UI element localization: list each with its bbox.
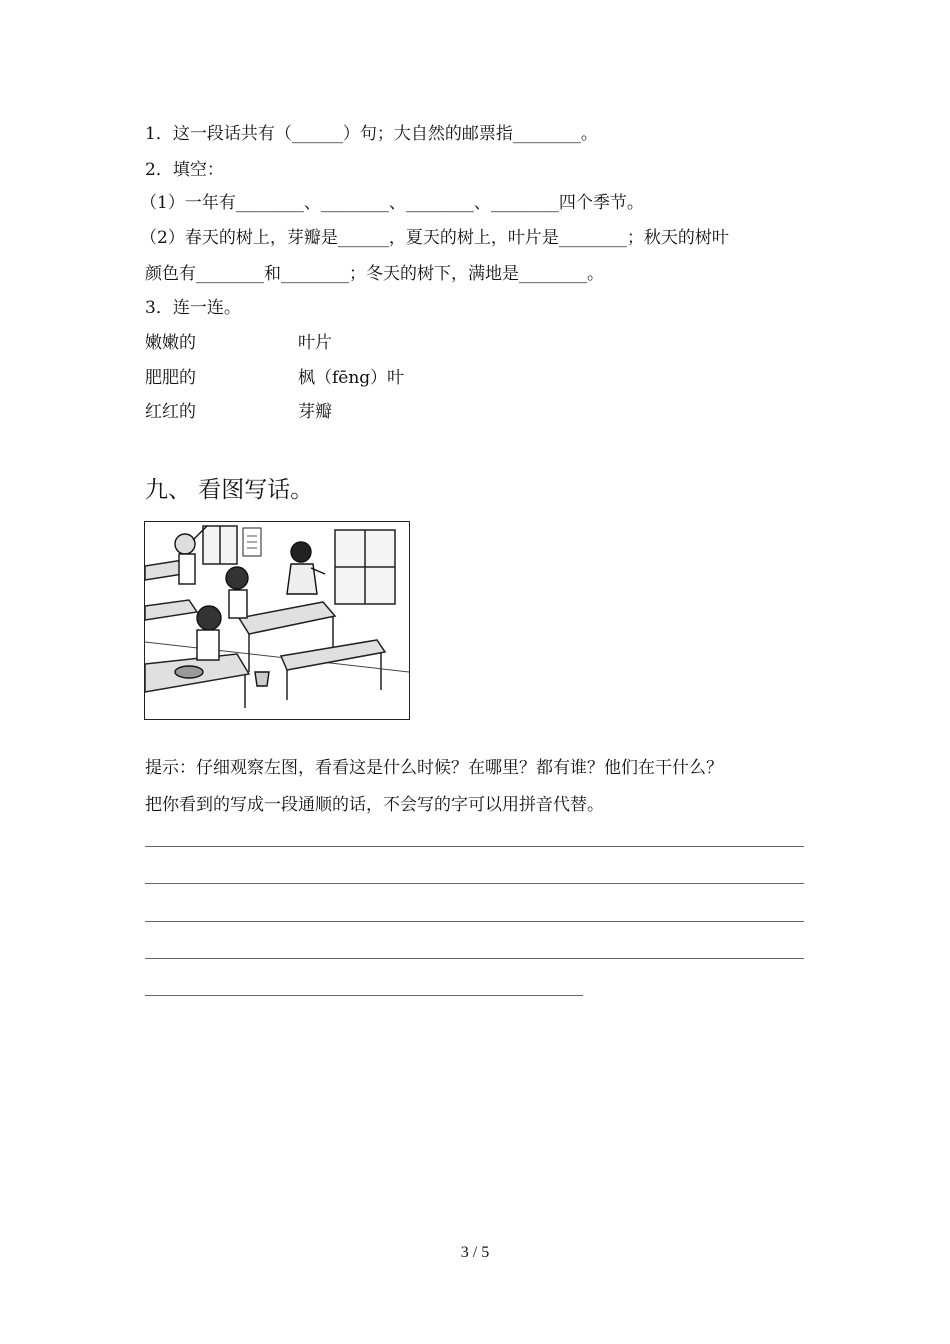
writing-line-4[interactable] — [145, 958, 804, 959]
classroom-cleaning-illustration — [144, 521, 410, 720]
match-right-item-1: 叶片 — [298, 333, 332, 353]
page-number: 3 / 5 — [460, 1244, 490, 1261]
hint-line-1: 提示：仔细观察左图，看看这是什么时候？在哪里？都有谁？他们在干什么？ — [145, 758, 723, 778]
section-heading: 九、 看图写话。 — [145, 477, 314, 503]
question-2-part-2-line-2: 颜色有________和________；冬天的树下，满地是________。 — [145, 264, 604, 284]
writing-line-1[interactable] — [145, 846, 804, 847]
question-3-title: 3．连一连。 — [145, 298, 241, 318]
writing-line-2[interactable] — [145, 883, 804, 884]
writing-line-3[interactable] — [145, 921, 804, 922]
writing-line-5[interactable] — [145, 995, 583, 996]
match-right-item-2: 枫（fēng）叶 — [298, 368, 405, 388]
match-right-item-3: 芽瓣 — [298, 402, 332, 422]
match-left-item-3: 红红的 — [145, 402, 196, 422]
match-left-item-2: 肥肥的 — [145, 368, 196, 388]
match-left-item-1: 嫩嫩的 — [145, 333, 196, 353]
question-2-part-1: （1）一年有________、________、________、________四个季节。 — [140, 193, 644, 213]
question-1: 1．这一段话共有（______）句；大自然的邮票指________。 — [145, 124, 598, 144]
hint-line-2: 把你看到的写成一段通顺的话，不会写的字可以用拼音代替。 — [145, 795, 604, 815]
question-2-title: 2．填空： — [145, 160, 224, 180]
question-2-part-2-line-1: （2）春天的树上，芽瓣是______，夏天的树上，叶片是________；秋天的树叶 — [140, 228, 729, 248]
